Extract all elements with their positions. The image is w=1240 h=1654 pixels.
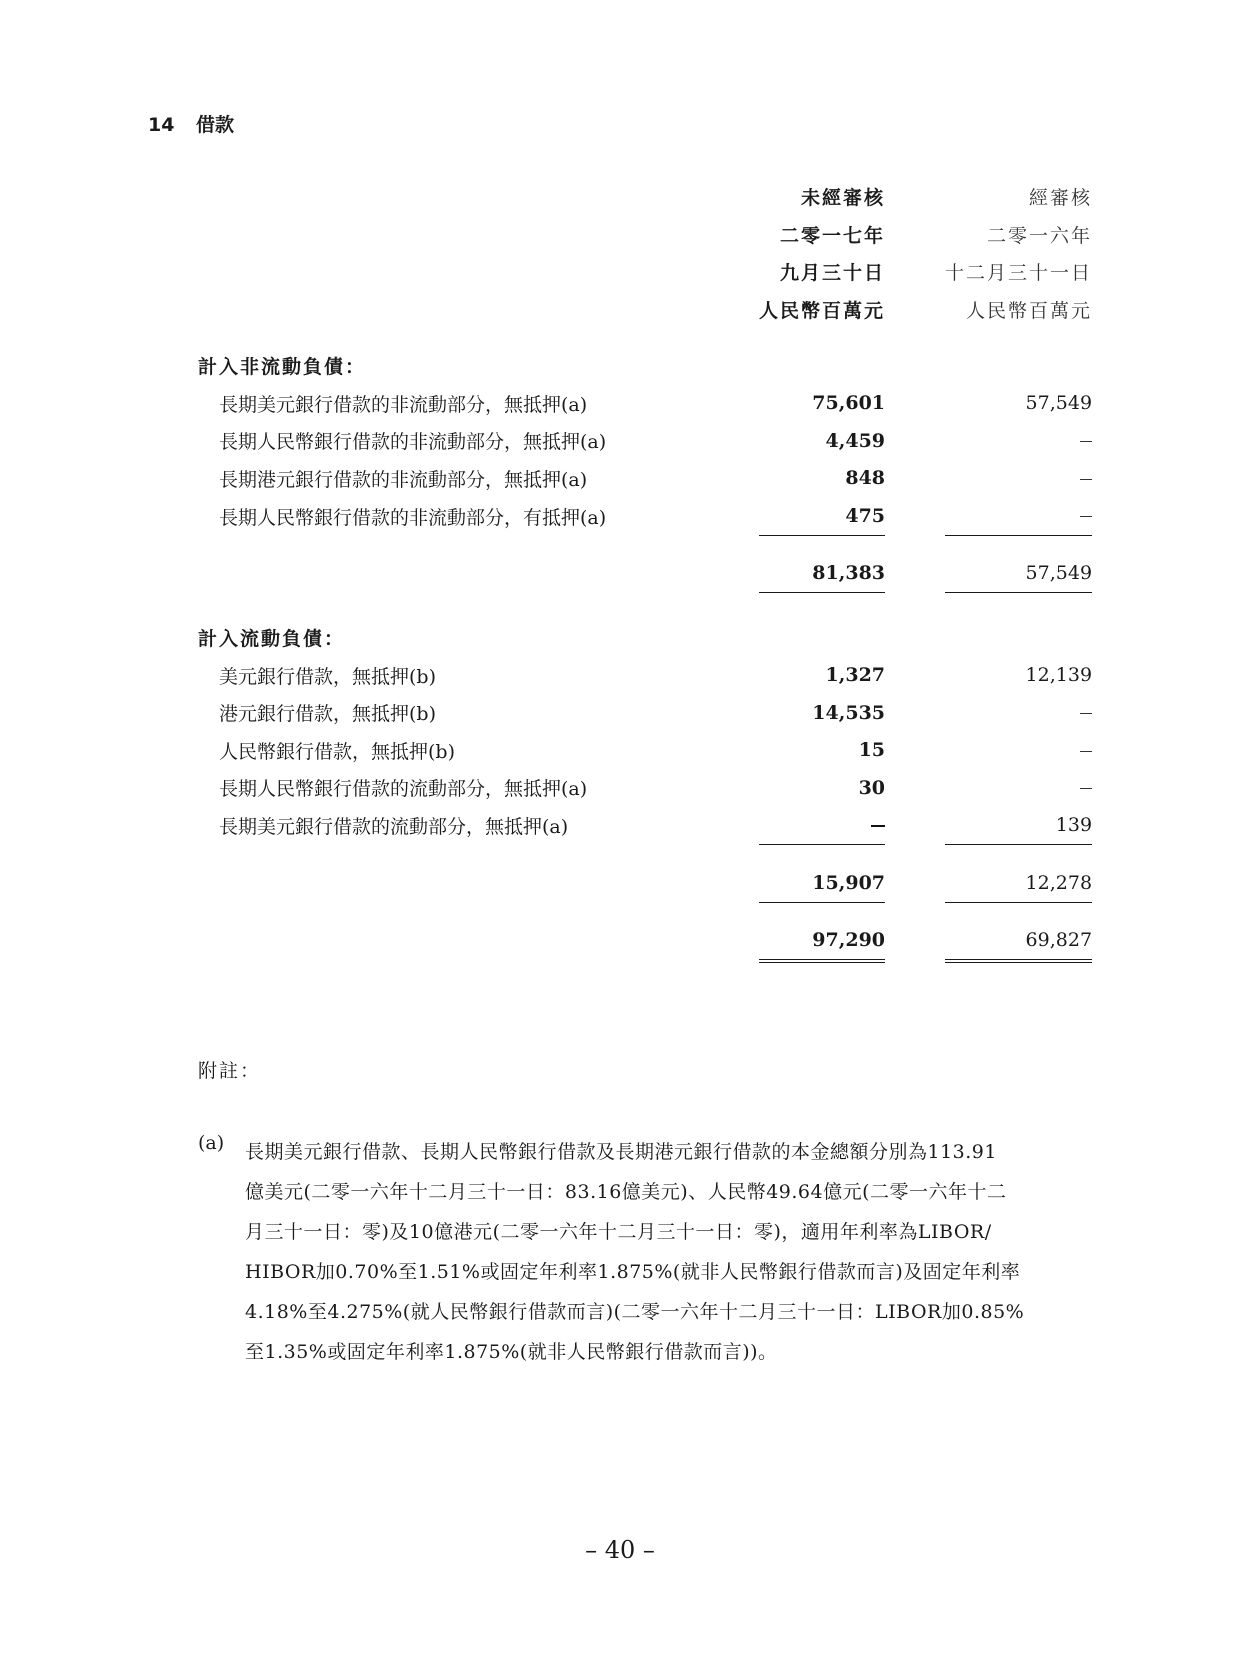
table-row — [198, 769, 1092, 807]
note-marker: (a) — [198, 1132, 225, 1154]
nil-dash — [1080, 751, 1092, 752]
value-2017: 4,459 — [825, 429, 886, 452]
section-title-row — [198, 347, 1092, 385]
header-row — [198, 253, 1092, 291]
row-label: 長期美元銀行借款的非流動部分，無抵押(a) — [219, 393, 588, 416]
value-2016: 12,139 — [1025, 664, 1093, 687]
table-row — [198, 807, 1092, 845]
subtotal-2016: 57,549 — [945, 555, 1092, 593]
value-2016: 139 — [945, 807, 1092, 845]
subtotal-2016: 12,278 — [945, 864, 1092, 902]
header-row — [198, 291, 1092, 329]
value-2016 — [945, 497, 1092, 535]
note-line: 月三十一日：零)及10億港元(二零一六年十二月三十一日：零)，適用年利率為LIBOR/ — [245, 1221, 992, 1243]
header-prior-unit: 人民幣百萬元 — [966, 299, 1093, 322]
section-title-row — [198, 619, 1092, 657]
table-row — [198, 497, 1092, 535]
header-prior-date: 十二月三十一日 — [945, 262, 1093, 285]
header-current-audit: 未經審核 — [801, 187, 886, 210]
value-2016 — [945, 422, 1092, 460]
row-label: 長期港元銀行借款的非流動部分，無抵押(a) — [219, 468, 588, 491]
total-2017: 97,290 — [759, 922, 885, 962]
note-line: 億美元(二零一六年十二月三十一日：83.16億美元)、人民幣49.64億元(二零一六年十二 — [245, 1181, 1007, 1203]
note-a — [198, 1132, 1098, 1372]
section-heading — [148, 110, 234, 137]
value-2017: 848 — [845, 467, 886, 490]
subtotal-row — [198, 555, 1092, 593]
note-line: 長期美元銀行借款、長期人民幣銀行借款及長期港元銀行借款的本金總額分別為113.91 — [245, 1141, 997, 1163]
value-2017: 1,327 — [825, 664, 886, 687]
table-row — [198, 460, 1092, 498]
value-2017: 475 — [759, 497, 885, 535]
value-2017: 30 — [858, 776, 886, 799]
subtotal-2017: 15,907 — [759, 864, 885, 902]
row-label: 長期美元銀行借款的流動部分，無抵押(a) — [219, 816, 569, 838]
header-prior-year: 二零一六年 — [987, 224, 1093, 247]
header-current-year: 二零一七年 — [780, 224, 886, 247]
row-label: 美元銀行借款，無抵押(b) — [219, 665, 436, 688]
value-2016 — [945, 769, 1092, 807]
nil-dash — [871, 825, 885, 827]
table-row — [198, 732, 1092, 770]
current-title: 計入流動負債： — [198, 628, 346, 651]
header-row — [198, 216, 1092, 254]
subtotal-2017: 81,383 — [759, 555, 885, 593]
table-row — [198, 657, 1092, 695]
nil-dash — [1080, 713, 1092, 714]
note-line: 至1.35%或固定年利率1.875%(就非人民幣銀行借款而言))。 — [245, 1341, 778, 1363]
table-row — [198, 694, 1092, 732]
header-current-unit: 人民幣百萬元 — [759, 299, 886, 322]
header-current-date: 九月三十日 — [780, 262, 886, 285]
table-row — [198, 422, 1092, 460]
nil-dash — [1080, 516, 1092, 517]
header-prior-audit: 經審核 — [1029, 187, 1093, 210]
page-number: – 40 – — [585, 1536, 655, 1564]
row-label: 長期人民幣銀行借款的流動部分，無抵押(a) — [219, 778, 588, 801]
note-body — [245, 1132, 1097, 1372]
section-number: 14 — [148, 114, 175, 136]
nil-dash — [1080, 788, 1092, 789]
row-label: 港元銀行借款，無抵押(b) — [219, 703, 436, 726]
note-line: 4.18%至4.275%(就人民幣銀行借款而言)(二零一六年十二月三十一日：LIBOR加0.85% — [245, 1301, 1025, 1323]
value-2017: 15 — [858, 739, 886, 762]
value-2016: 57,549 — [1025, 392, 1093, 415]
total-row — [198, 922, 1092, 962]
value-2017 — [759, 807, 885, 845]
row-label: 長期人民幣銀行借款的非流動部分，有抵押(a) — [219, 506, 607, 529]
non-current-title: 計入非流動負債： — [198, 356, 367, 379]
note-line: HIBOR加0.70%至1.51%或固定年利率1.875%(就非人民幣銀行借款而言)及固定年利率 — [245, 1261, 1021, 1283]
value-2017: 75,601 — [812, 392, 886, 415]
section-title: 借款 — [196, 114, 235, 136]
table-row — [198, 385, 1092, 423]
value-2016 — [945, 732, 1092, 770]
header-row — [198, 178, 1092, 216]
value-2016 — [945, 694, 1092, 732]
subtotal-row — [198, 864, 1092, 902]
value-2017: 14,535 — [812, 701, 886, 724]
notes-title: 附註： — [198, 1060, 262, 1082]
total-2016: 69,827 — [945, 922, 1092, 962]
row-label: 人民幣銀行借款，無抵押(b) — [219, 740, 455, 763]
borrowings-table — [198, 178, 1092, 963]
value-2016 — [945, 460, 1092, 498]
row-label: 長期人民幣銀行借款的非流動部分，無抵押(a) — [219, 431, 607, 454]
nil-dash — [1080, 479, 1092, 480]
nil-dash — [1080, 441, 1092, 442]
